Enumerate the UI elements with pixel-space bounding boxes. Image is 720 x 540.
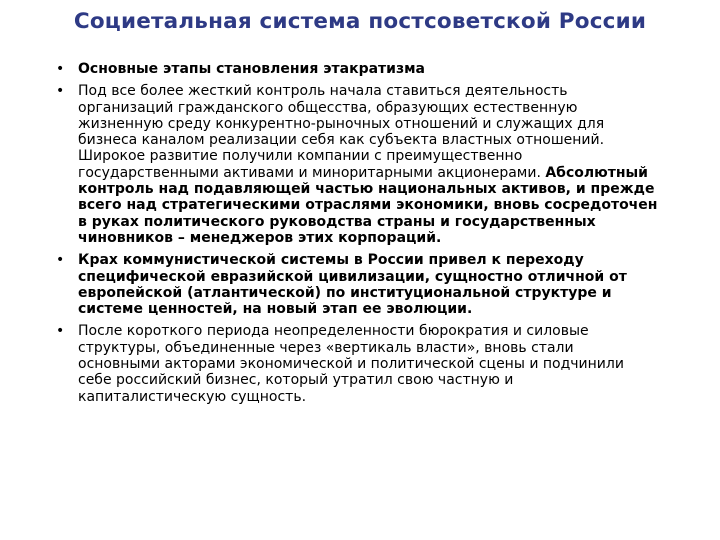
bullet-line [78,61,696,77]
bullet-item [56,323,696,404]
bullet-line [78,181,696,197]
bullet-line [78,285,696,301]
body-text: основными акторами экономической и политической сцены и подчинили [78,356,624,373]
bullet-line [78,340,696,356]
body-text: жизненную среду конкурентно-рыночных отношений и служащих для [78,115,605,132]
bullet-line [78,323,696,339]
bullet-line [78,197,696,213]
body-text: Широкое развитие получили компании с преимущественно [78,148,523,165]
bold-text: специфической евразийской цивилизации, сущностно отличной от [78,268,627,285]
bullet-item [56,61,696,77]
bold-text: Абсолютный [545,164,648,181]
bullet-item [56,83,696,246]
bold-text: Крах коммунистической системы в России привел к переходу [78,252,584,269]
bullet-line [78,148,696,164]
body-text: структуры, объединенные через «вертикаль власти», вновь стали [78,339,574,356]
bullet-dot-icon: • [56,252,65,269]
bullet-line [78,116,696,132]
bold-text: системе ценностей, на новый этап ее эволюции. [78,301,473,318]
bold-text: всего над стратегическими отраслями экономики, вновь сосредоточен [78,197,658,214]
bullet-list [56,61,696,411]
bullet-dot-icon: • [56,83,65,100]
body-text: организаций гражданского общесства, образующих естественную [78,99,578,116]
body-text: капиталистическую сущность. [78,388,307,405]
bullet-line [78,356,696,372]
bullet-line [78,372,696,388]
body-text: бизнеса каналом реализации себя как субъекта властных отношений. [78,132,605,149]
bullet-line [78,83,696,99]
bold-text: Основные этапы становления этакратизма [78,61,426,77]
bullet-line [78,269,696,285]
bullet-line [78,389,696,405]
bullet-line [78,132,696,148]
bold-text: чиновников – менеджеров этих корпораций. [78,229,442,246]
bullet-line [78,100,696,116]
bullet-line [78,252,696,268]
slide-title: Социетальная система постсоветской России [73,9,647,34]
bullet-dot-icon: • [56,61,65,77]
bullet-line [78,214,696,230]
bullet-line [78,165,696,181]
bullet-line [78,230,696,246]
body-text: После короткого периода неопределенности бюрократия и силовые [78,323,589,340]
bold-text: контроль над подавляющей частью национальных активов, и прежде [78,181,655,198]
bold-text: европейской (атлантической) по институциональной структуре и [78,284,612,301]
body-text: себе российский бизнес, который утратил свою частную и [78,372,514,389]
body-text: Под все более жесткий контроль начала ставиться деятельность [78,83,568,100]
bullet-dot-icon: • [56,323,65,340]
bold-text: в руках политического руководства страны и государственных [78,213,596,230]
body-text: государственными активами и миноритарными акционерами. [78,164,546,181]
bullet-line [78,301,696,317]
bullet-item [56,252,696,317]
